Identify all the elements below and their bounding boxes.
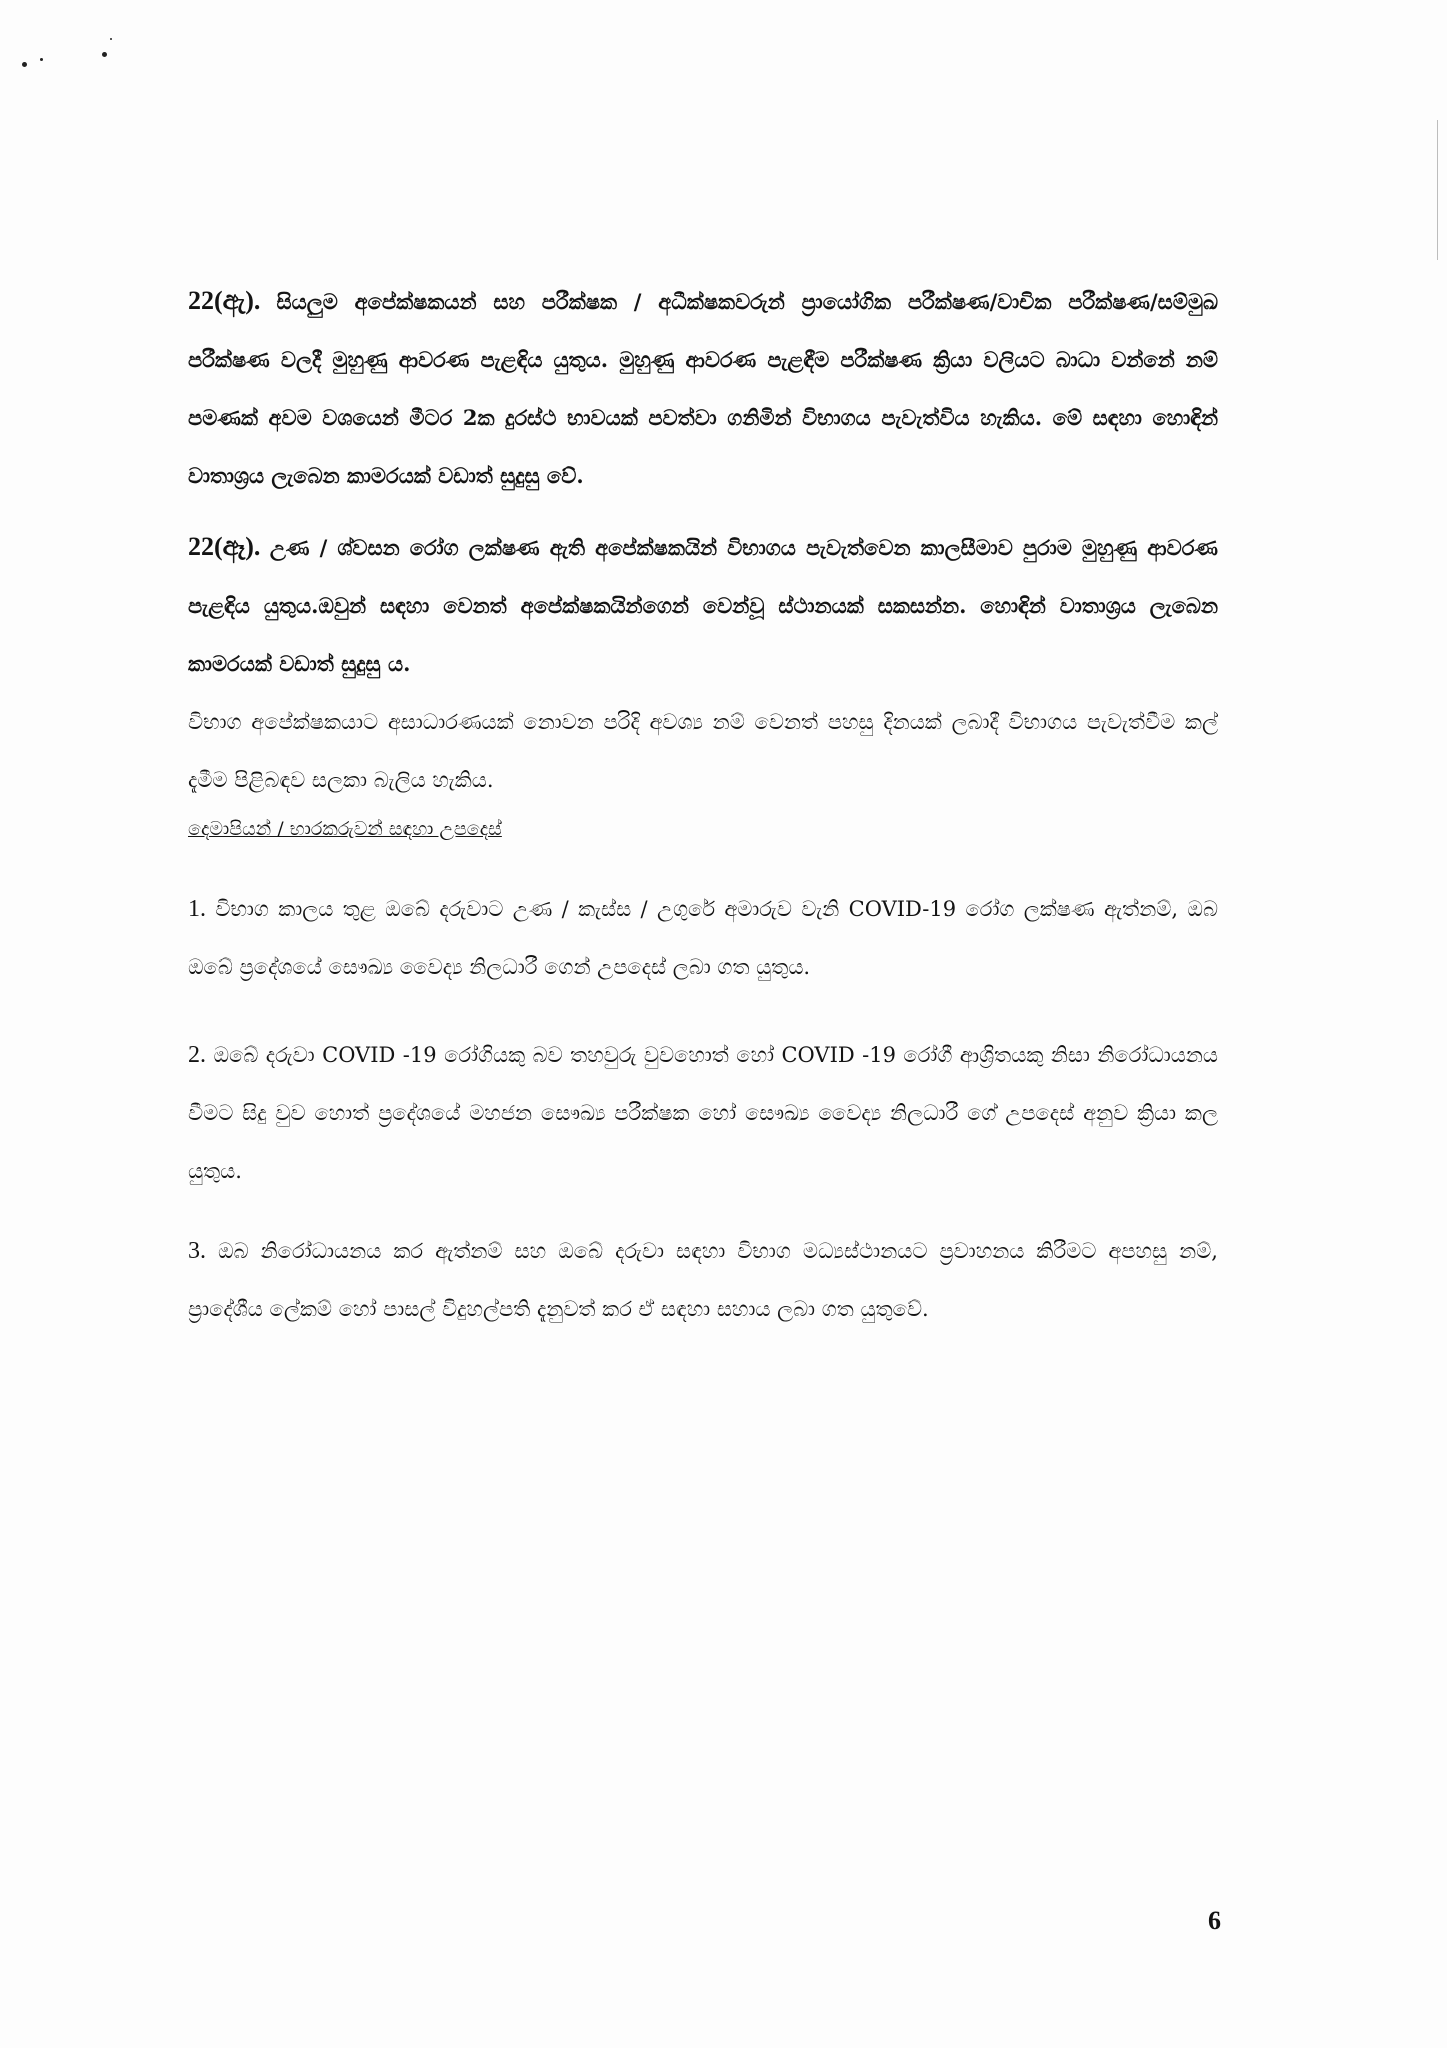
paragraph-22a	[188, 272, 1218, 505]
paragraph-text: උණ / ශ්වසන රෝග ලක්ෂණ ඇති අපේක්ෂකයින් විභාගය පැවැත්වෙන කාලසීමාව පුරාම මුහුණු ආවරණ පැළඳිය යුතුය.ඔවුන් සඳහා වෙනත් අපේක්ෂකයින්ගෙන් වෙන්වූ ස්ථානයක් සකසන්න. හොඳින් වාතාශ්‍රය ලැබෙන කාමරයක් වඩාත් සුදුසු ය.	[188, 535, 1218, 676]
scan-edge-line	[1437, 120, 1438, 260]
scan-speck	[40, 58, 43, 61]
paragraph-label: 22(ඈ).	[188, 532, 261, 561]
item-number: 3.	[188, 1238, 206, 1264]
advice-item-1	[188, 880, 1218, 996]
scan-speck	[102, 52, 107, 57]
paragraph-22b	[188, 518, 1218, 809]
section-heading: දෙමාපියන් / භාරකරුවන් සඳහා උපදෙස්	[188, 818, 502, 840]
advice-item-2	[188, 1026, 1218, 1200]
item-text: ඔබේ දරුවා COVID -19 රෝගියකු බව තහවුරු වුවහොත් හෝ COVID -19 රෝගී ආශ්‍රිතයකු නිසා නිරෝධායනය වීමට සිදු වුව හොත් ප්‍රදේශයේ මහජන සෞඛ්‍ය පරීක්ෂක හෝ සෞඛ්‍ය වෛද්‍ය නිලධාරී ගේ උපදෙස් අනුව ක්‍රියා කල යුතුය.	[188, 1043, 1219, 1183]
paragraph-label: 22(ඇ).	[188, 286, 261, 315]
scan-speck	[22, 62, 27, 67]
item-text: ඔබ නිරෝධායනය කර ඇත්නම් සහ ඔබේ දරුවා සඳහා විභාග මධ්‍යස්ථානයට ප්‍රවාහනය කිරීමට අපහසු නම්, ප්‍රාදේශීය ලේකම් හෝ පාසල් විදුහල්පති දැනුවත් කර ඒ සඳහා සහාය ලබා ගත යුතුවේ.	[188, 1239, 1218, 1321]
paragraph-text-continued: විභාග අපේක්ෂකයාට අසාධාරණයක් නොවන පරිදි අවශ්‍ය නම් වෙනත් පහසු දිනයක් ලබාදී විභාගය පැවැත්වීම කල් දැමීම පිළිබඳව සලකා බැලිය හැකිය.	[188, 710, 1218, 792]
paragraph-text: සියලුම අපේක්ෂකයන් සහ පරීක්ෂක / අධීක්ෂකවරුන් ප්‍රායෝගික පරීක්ෂණ/වාචික පරීක්ෂණ/සම්මුඛ පරීක්ෂණ වලදී මුහුණු ආවරණ පැළඳිය යුතුය. මුහුණු ආවරණ පැළඳීම පරීක්ෂණ ක්‍රියා වලියට බාධා වන්නේ නම් පමණක් අවම වශයෙන් මීටර 2ක දුරස්ථ භාවයක් පවත්වා ගනිමින් විභාගය පැවැත්විය හැකිය. මේ සඳහා හොඳින් වාතාශ්‍රය ලැබෙන කාමරයක් වඩාත් සුදුසු වේ.	[188, 289, 1218, 488]
item-text: විභාග කාලය තුළ ඔබේ දරුවාට උණ / කැස්ස / උගුරේ අමාරුව වැනි COVID-19 රෝග ලක්ෂණ ඇත්නම්, ඔබ ඔබේ ප්‍රදේශයේ සෞඛ්‍ය වෛද්‍ය නිලධාරී ගෙන් උපදෙස් ලබා ගත යුතුය.	[188, 897, 1218, 979]
page-number: 6	[1208, 1906, 1221, 1935]
item-number: 2.	[188, 1042, 206, 1068]
scan-speck	[110, 38, 112, 40]
advice-item-3	[188, 1222, 1218, 1338]
item-number: 1.	[188, 896, 206, 922]
